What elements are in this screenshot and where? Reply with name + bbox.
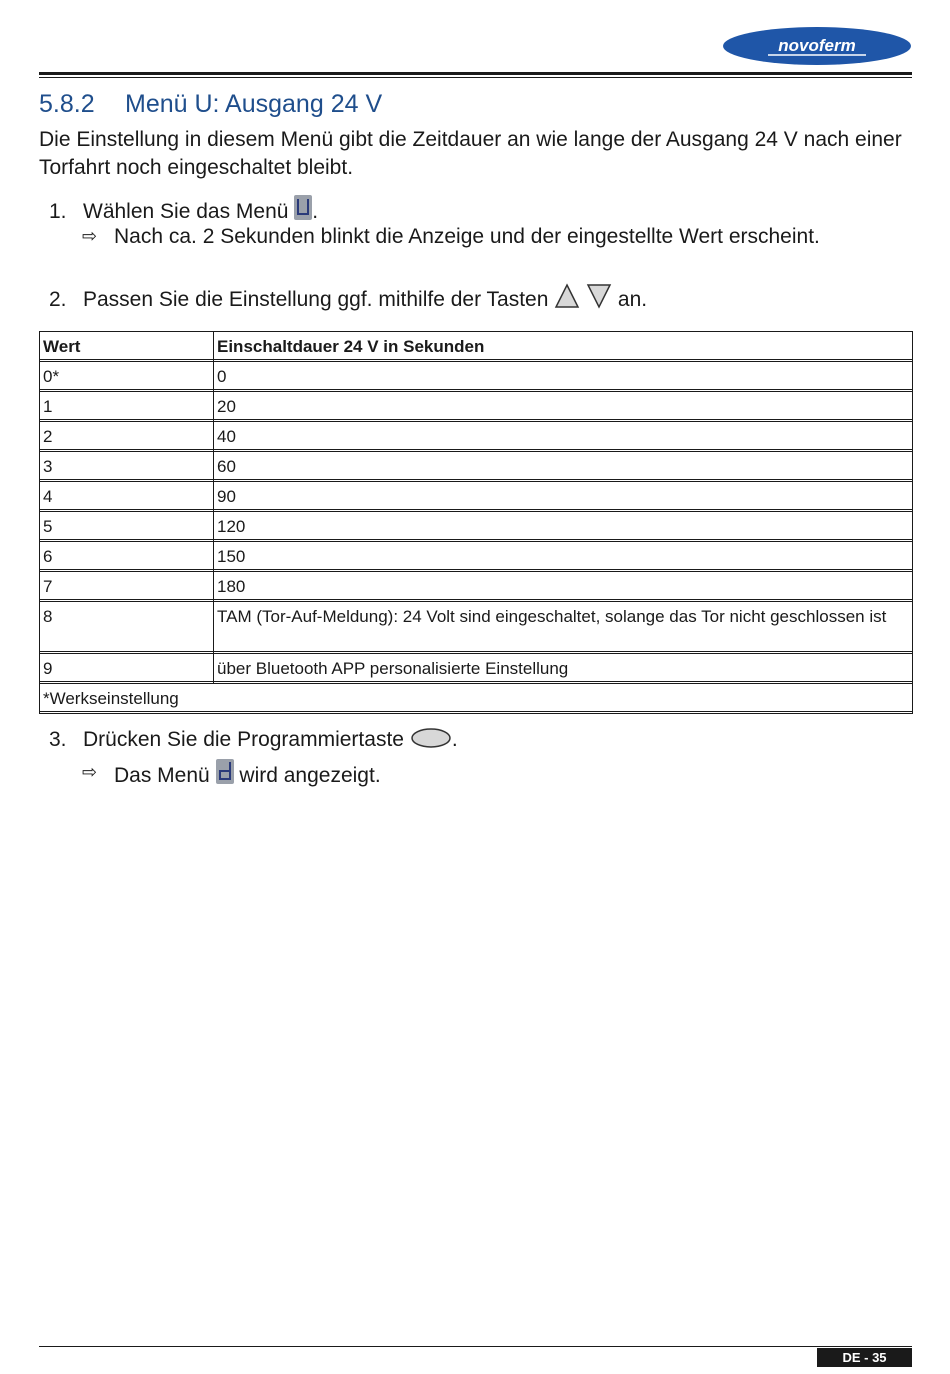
table-cell: 5: [40, 512, 214, 542]
footer-rule: [39, 1346, 912, 1347]
section-heading: [39, 90, 382, 119]
step-1: [49, 195, 318, 226]
step-number: 3.: [49, 728, 67, 751]
table-row: [40, 422, 913, 452]
table-cell: 2: [40, 422, 214, 452]
table-row: [40, 542, 913, 572]
program-key-icon: [410, 727, 452, 749]
page-number-badge: DE - 35: [817, 1348, 912, 1367]
table-cell: 0: [214, 362, 913, 392]
novoferm-logo: [722, 26, 912, 66]
svg-text:novoferm: novoferm: [778, 36, 856, 55]
table-header-cell: Einschaltdauer 24 V in Sekunden: [214, 332, 913, 362]
table-header-row: [40, 332, 913, 362]
header-rule-thin: [39, 77, 912, 78]
table-cell: 1: [40, 392, 214, 422]
table-row: [40, 572, 913, 602]
section-title-text: Menü U: Ausgang 24 V: [125, 90, 383, 118]
step-3: [49, 726, 458, 754]
step-2: [49, 283, 647, 314]
step-number: 1.: [49, 200, 67, 223]
step-text-after: .: [312, 200, 319, 223]
step-text-after: an.: [617, 288, 648, 311]
table-cell: TAM (Tor-Auf-Meldung): 24 Volt sind eingeschaltet, solange das Tor nicht geschlossen ist: [214, 602, 913, 654]
table-header-cell: Wert: [40, 332, 214, 362]
result-arrow-icon: ⇨: [82, 226, 98, 246]
up-key-icon: [554, 283, 580, 309]
down-key-icon: [586, 283, 612, 309]
step-text: Passen Sie die Einstellung ggf. mithilfe der Tasten: [83, 288, 549, 311]
result-text: Das Menü: [114, 764, 210, 787]
header-rule: [39, 72, 912, 75]
table-cell: 7: [40, 572, 214, 602]
table-row: [40, 482, 913, 512]
table-cell: 40: [214, 422, 913, 452]
step-text: Drücken Sie die Programmiertaste: [83, 728, 404, 751]
result-arrow-icon: ⇨: [82, 762, 98, 782]
step-number: 2.: [49, 288, 67, 311]
table-footnote: *Werkseinstellung: [40, 684, 913, 714]
table-row: [40, 654, 913, 684]
table-cell: 20: [214, 392, 913, 422]
table-cell: 120: [214, 512, 913, 542]
table-row: [40, 512, 913, 542]
result-2: [114, 759, 381, 790]
table-cell: 8: [40, 602, 214, 654]
result-1: Nach ca. 2 Sekunden blinkt die Anzeige und der eingestellte Wert erscheint.: [114, 225, 820, 248]
display-d-icon: [216, 759, 234, 784]
table-cell: 180: [214, 572, 913, 602]
table-row: [40, 362, 913, 392]
table-cell: 150: [214, 542, 913, 572]
table-cell: 4: [40, 482, 214, 512]
table-cell: 0*: [40, 362, 214, 392]
table-row: [40, 602, 913, 654]
table-cell: 60: [214, 452, 913, 482]
display-u-icon: [294, 195, 312, 220]
table-cell: 6: [40, 542, 214, 572]
table-row: [40, 452, 913, 482]
values-table: [39, 331, 913, 714]
table-cell: 9: [40, 654, 214, 684]
table-footnote-row: [40, 684, 913, 714]
step-text: Wählen Sie das Menü: [83, 200, 289, 223]
table-cell: über Bluetooth APP personalisierte Einstellung: [214, 654, 913, 684]
table-row: [40, 392, 913, 422]
step-text-after: .: [451, 728, 458, 751]
table-cell: 90: [214, 482, 913, 512]
intro-paragraph: Die Einstellung in diesem Menü gibt die Zeitdauer an wie lange der Ausgang 24 V nach einer Torfahrt noch eingeschaltet bleibt.: [39, 128, 902, 179]
result-text-after: wird angezeigt.: [239, 764, 381, 787]
section-number: 5.8.2: [39, 90, 95, 118]
table-cell: 3: [40, 452, 214, 482]
